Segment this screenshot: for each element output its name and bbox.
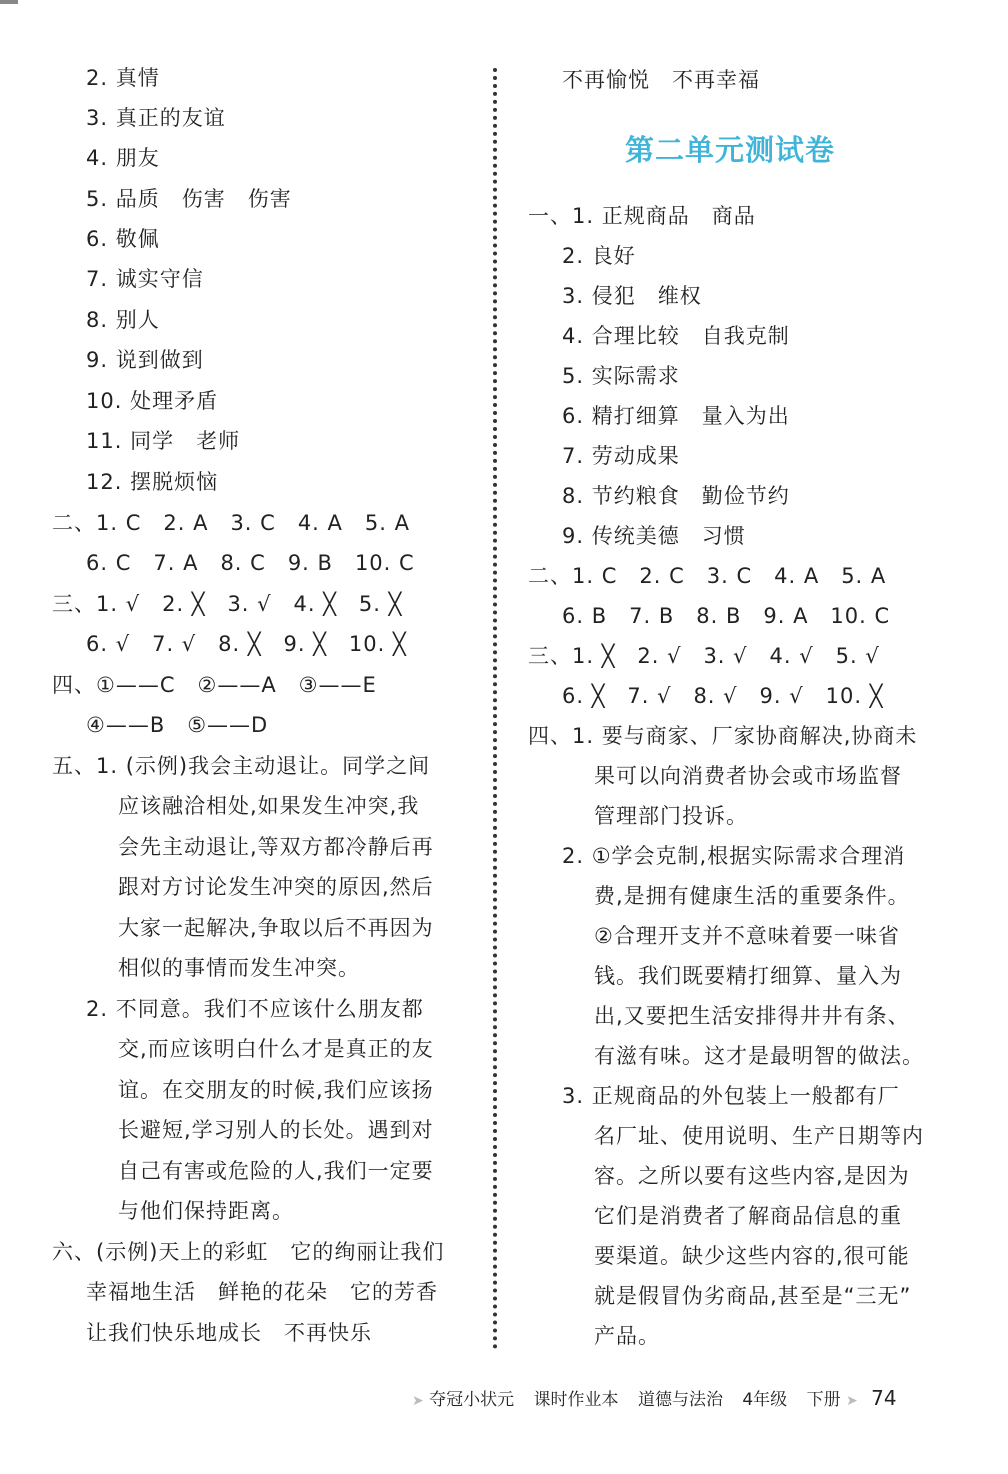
footer-series: 课时作业本 (533, 1390, 619, 1410)
answer-line: 果可以向消费者协会或市场监督 (594, 764, 902, 788)
answer-line: 5. 品质 伤害 伤害 (86, 187, 292, 211)
answer-line: 6. 敬佩 (86, 227, 160, 251)
answer-line: 3. 真正的友谊 (86, 106, 226, 130)
answer-line: 相似的事情而发生冲突。 (118, 956, 360, 980)
answer-line: 8. 别人 (86, 308, 160, 332)
answer-line: 三、1. ╳ 2. √ 3. √ 4. √ 5. √ (528, 644, 880, 668)
arrow-icon: ➤ (412, 1393, 424, 1409)
answer-line: 大家一起解决,争取以后不再因为 (118, 916, 434, 940)
answer-line: 7. 劳动成果 (562, 444, 680, 468)
section-title: 第二单元测试卷 (624, 133, 835, 167)
answer-line: 容。之所以要有这些内容,是因为 (594, 1164, 910, 1188)
answer-line: 应该融洽相处,如果发生冲突,我 (118, 794, 420, 818)
footer-brand: 夺冠小状元 (429, 1390, 515, 1410)
answer-line: 不再愉悦 不再幸福 (562, 68, 760, 92)
answer-line: 六、(示例)天上的彩虹 它的绚丽让我们 (52, 1240, 445, 1264)
page-number: 74 (871, 1386, 897, 1410)
answer-line: 二、1. C 2. A 3. C 4. A 5. A (52, 511, 410, 535)
answer-line: 五、1. (示例)我会主动退让。同学之间 (52, 754, 431, 778)
answer-line: 10. 处理矛盾 (86, 389, 219, 413)
answer-line: 名厂址、使用说明、生产日期等内 (594, 1124, 924, 1148)
answer-line: 让我们快乐地成长 不再快乐 (86, 1321, 372, 1345)
answer-line: 2. ①学会克制,根据实际需求合理消 (562, 844, 906, 868)
answer-line: 跟对方讨论发生冲突的原因,然后 (118, 875, 434, 899)
footer-grade: 4年级 (742, 1390, 788, 1410)
answer-line: ④——B ⑤——D (86, 713, 269, 737)
answer-line: 6. ╳ 7. √ 8. √ 9. √ 10. ╳ (562, 684, 884, 708)
footer-volume: 下册 (806, 1390, 841, 1410)
answer-line: 管理部门投诉。 (594, 804, 748, 828)
answer-line: 9. 传统美德 习惯 (562, 524, 746, 548)
answer-line: 4. 朋友 (86, 146, 160, 170)
answer-line: 一、1. 正规商品 商品 (528, 204, 756, 228)
answer-line: 产品。 (594, 1324, 660, 1348)
answer-line: 2. 真情 (86, 66, 160, 90)
answer-line: 4. 合理比较 自我克制 (562, 324, 790, 348)
answer-line: 3. 侵犯 维权 (562, 284, 702, 308)
answer-line: 会先主动退让,等双方都冷静后再 (118, 835, 434, 859)
answer-line: 2. 良好 (562, 244, 636, 268)
answer-line: 四、①——C ②——A ③——E (52, 673, 377, 697)
answer-line: 6. B 7. B 8. B 9. A 10. C (562, 604, 891, 628)
footer-subject: 道德与法治 (637, 1390, 723, 1410)
answer-line: 谊。在交朋友的时候,我们应该扬 (118, 1078, 434, 1102)
answer-line: ②合理开支并不意味着要一味省 (594, 924, 900, 948)
answer-line: 要渠道。缺少这些内容的,很可能 (594, 1244, 910, 1268)
answer-line: 6. √ 7. √ 8. ╳ 9. ╳ 10. ╳ (86, 632, 407, 656)
answer-line: 有滋有味。这才是最明智的做法。 (594, 1044, 924, 1068)
answer-line: 与他们保持距离。 (118, 1199, 294, 1223)
answer-line: 9. 说到做到 (86, 348, 204, 372)
answer-line: 三、1. √ 2. ╳ 3. √ 4. ╳ 5. ╳ (52, 592, 403, 616)
answer-line: 3. 正规商品的外包装上一般都有厂 (562, 1084, 900, 1108)
answer-line: 出,又要把生活安排得井井有条、 (594, 1004, 910, 1028)
answer-line: 它们是消费者了解商品信息的重 (594, 1204, 902, 1228)
answer-line: 就是假冒伪劣商品,甚至是“三无” (594, 1284, 912, 1308)
answer-line: 8. 节约粮食 勤俭节约 (562, 484, 790, 508)
answer-line: 费,是拥有健康生活的重要条件。 (594, 884, 910, 908)
column-divider (493, 68, 497, 1350)
answer-line: 6. C 7. A 8. C 9. B 10. C (86, 551, 415, 575)
answer-line: 12. 摆脱烦恼 (86, 470, 219, 494)
page-footer (412, 1382, 897, 1414)
arrow-icon: ➤ (846, 1393, 858, 1409)
answer-line: 2. 不同意。我们不应该什么朋友都 (86, 997, 424, 1021)
answer-line: 幸福地生活 鲜艳的花朵 它的芳香 (86, 1280, 438, 1304)
answer-line: 7. 诚实守信 (86, 267, 204, 291)
answer-line: 5. 实际需求 (562, 364, 680, 388)
corner-mark (0, 0, 18, 4)
answer-line: 11. 同学 老师 (86, 429, 241, 453)
answer-line: 6. 精打细算 量入为出 (562, 404, 790, 428)
answer-line: 长避短,学习别人的长处。遇到对 (118, 1118, 434, 1142)
answer-line: 自己有害或危险的人,我们一定要 (118, 1159, 434, 1183)
answer-line: 二、1. C 2. C 3. C 4. A 5. A (528, 564, 887, 588)
answer-line: 钱。我们既要精打细算、量入为 (594, 964, 902, 988)
answer-line: 交,而应该明白什么才是真正的友 (118, 1037, 434, 1061)
answer-line: 四、1. 要与商家、厂家协商解决,协商未 (528, 724, 918, 748)
